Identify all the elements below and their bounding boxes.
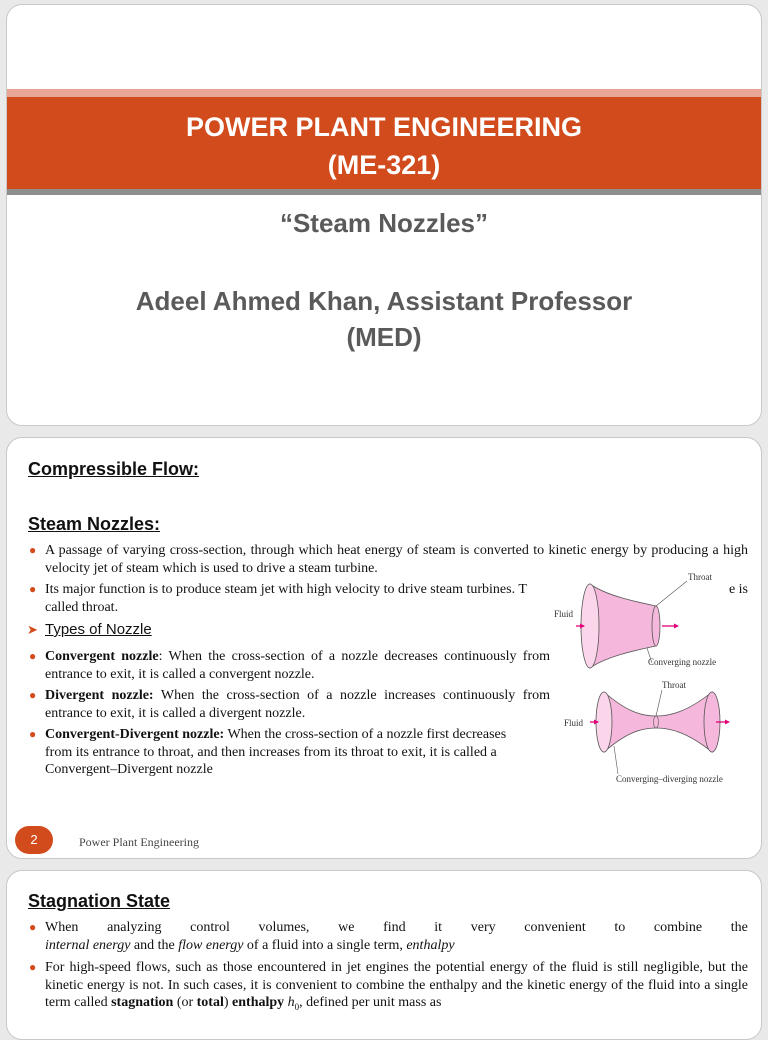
text-segment: (or (173, 995, 197, 1010)
desc-convergent: : When the cross-section of a nozzle decreases continuously from entrance to exit, it is called a convergent nozzle. (45, 649, 550, 682)
word: When (45, 920, 79, 935)
bullet-dot: ● (29, 582, 37, 596)
term-convergent: Convergent nozzle (45, 649, 159, 664)
term-flow-energy: flow energy (178, 937, 244, 953)
heading-stagnation-state: Stagnation State (28, 891, 171, 911)
bullet-dot: ● (29, 960, 37, 974)
desc-convergent-divergent: When the cross-section of a nozzle first decreases from its entrance to throat, and then increases from its throat to exit, it is called a Convergent–Divergent nozzle (45, 727, 507, 777)
bullet-stagnation-line1 (45, 919, 748, 937)
heading-colon: : (154, 514, 161, 534)
converging-diverging-nozzle-diagram (564, 680, 730, 784)
page-number-badge: 2 (15, 826, 53, 854)
title-slide (6, 4, 762, 426)
converging-nozzle-diagram (554, 572, 716, 668)
symbol-h: h (287, 995, 295, 1010)
slide-footer: Power Plant Engineering (79, 835, 199, 849)
term-enthalpy: enthalpy (406, 937, 455, 953)
heading-compressible-flow: Compressible Flow: (28, 459, 200, 479)
symbol-subscript: 0 (294, 1001, 300, 1012)
bullet-stagnation-line2 (45, 937, 748, 955)
course-code: (ME-321) (327, 150, 441, 180)
bullet-dot: ● (29, 920, 37, 934)
bullet-dot: ● (29, 543, 37, 557)
bullet-function-tail: e is (728, 582, 748, 597)
word: find (383, 920, 406, 935)
word: the (730, 920, 748, 935)
bullet-stagnation-intro (29, 919, 748, 954)
heading-steam-nozzles-text: Steam Nozzles (28, 514, 155, 534)
term-divergent: Divergent nozzle: (45, 688, 154, 703)
term-convergent-divergent: Convergent-Divergent nozzle: (45, 727, 225, 742)
term-enthalpy-bold: enthalpy (232, 995, 285, 1010)
bullet-definition-text: A passage of varying cross-section, through which heat energy of steam is converted to kinetic energy by producing a high velocity jet of steam which is used to drive a steam turbine. (45, 543, 748, 576)
author-name: Adeel Ahmed Khan, Assistant Professor (135, 286, 633, 316)
types-of-nozzle-label: Types of Nozzle (45, 621, 152, 638)
content-slide-stagnation-state (6, 870, 762, 1040)
word: volumes, (258, 920, 310, 935)
bullet-dot: ● (29, 649, 37, 663)
bullet-convergent-divergent (29, 726, 523, 779)
word: control (190, 920, 230, 935)
arrow-bullet-icon: ➤ (27, 623, 38, 638)
text-segment: For high-speed flows, such as those encountered in jet engines the potential energy of the fluid is still negligible, but the kinetic energy is not. In such cases, it is convenient to combine the enthalpy and the kinetic energy of the fluid into a single term called (45, 960, 748, 1010)
fig-label-fluid-1: Fluid (554, 609, 574, 619)
word: we (338, 920, 355, 935)
title-band-shadow (7, 189, 761, 195)
bullet-function-text: Its major function is to produce steam jet with high velocity to drive steam turbines. T (45, 582, 527, 597)
course-title: POWER PLANT ENGINEERING (185, 112, 583, 142)
author-department: (MED) (346, 322, 422, 352)
heading-steam-nozzles (28, 514, 160, 535)
fig-label-throat-1: Throat (688, 572, 712, 582)
desc-divergent: When the cross-section of a nozzle increases continuously from entrance to exit, it is called a divergent nozzle. (45, 688, 551, 721)
content-slide-compressible-flow (6, 437, 762, 859)
text-segment: of a fluid into a single term, (243, 937, 407, 953)
word: analyzing (107, 920, 162, 935)
bullet-dot: ● (29, 727, 37, 741)
title-band-accent (7, 89, 761, 97)
bullet-function-line2: called throat. (45, 599, 119, 615)
term-total: total (196, 995, 224, 1010)
bullet-stagnation-enthalpy (29, 959, 748, 1016)
fig-caption-converging-diverging: Converging–diverging nozzle (616, 774, 723, 784)
fig-caption-converging: Converging nozzle (648, 657, 717, 667)
text-segment: ) (223, 995, 233, 1010)
bullet-dot: ● (29, 688, 37, 702)
bullet-convergent (29, 648, 550, 683)
title-band (7, 97, 761, 189)
word: combine (653, 920, 703, 935)
word: convenient (524, 920, 586, 935)
text-segment: and the (130, 937, 179, 953)
nozzle-figure (552, 566, 737, 791)
topic-title: “Steam Nozzles” (279, 208, 489, 238)
text-segment: , defined per unit mass as (299, 995, 442, 1010)
word: very (470, 920, 496, 935)
fig-label-throat-2: Throat (662, 680, 686, 690)
word: it (434, 920, 443, 935)
term-internal-energy: internal energy (45, 937, 131, 953)
word: to (614, 920, 626, 935)
bullet-divergent (29, 687, 551, 722)
fig-label-fluid-2: Fluid (564, 718, 584, 728)
term-stagnation: stagnation (111, 995, 174, 1010)
